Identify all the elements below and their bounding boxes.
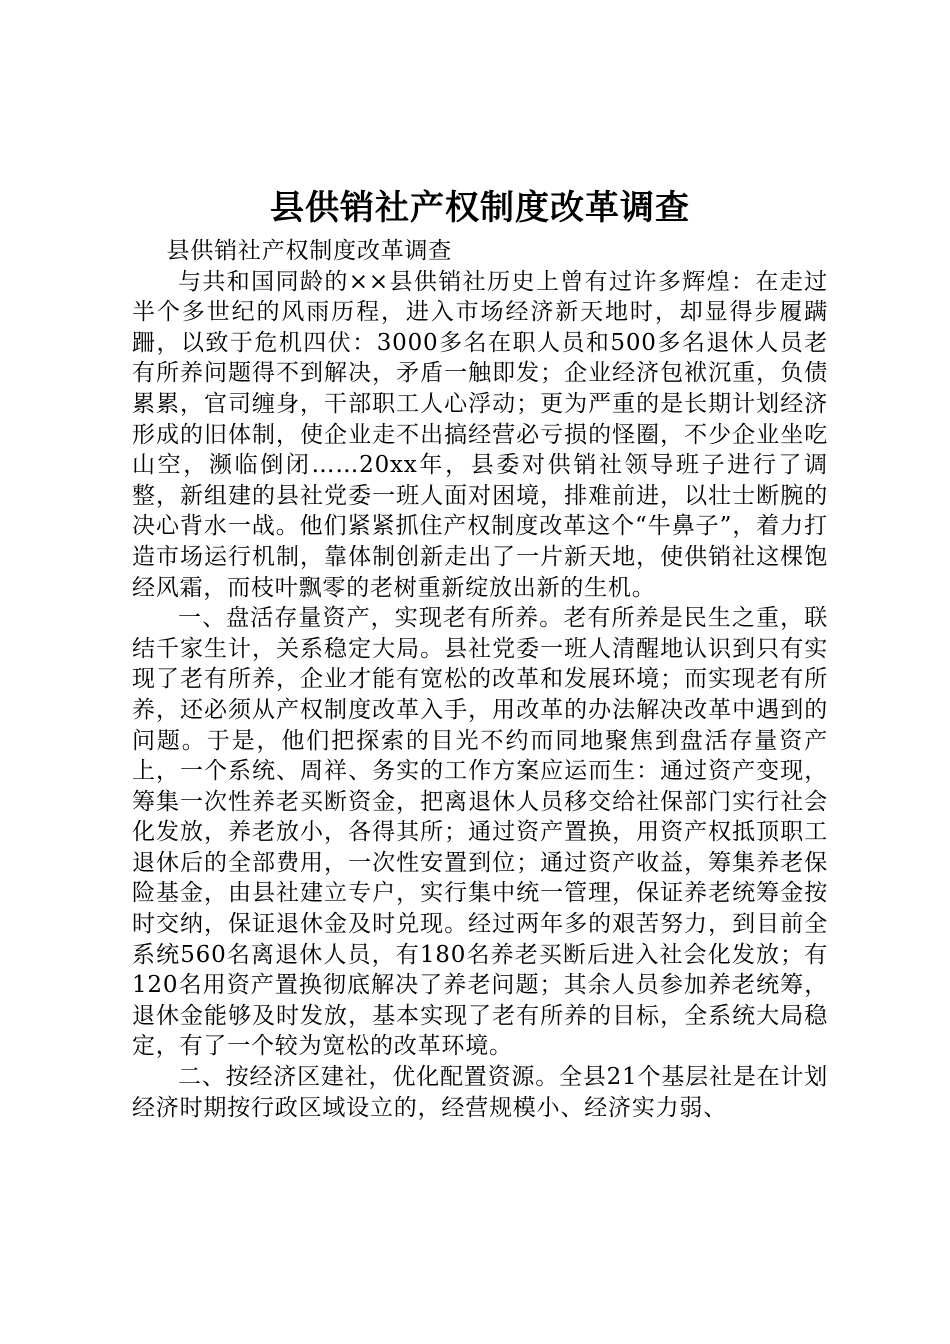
document-body <box>132 236 828 1123</box>
paragraph-section-2: 二、按经济区建社，优化配置资源。全县21个基层社是在计划经济时期按行政区域设立的，经营规模小、经济实力弱、 <box>132 1064 828 1121</box>
document-page <box>132 186 828 1123</box>
document-subtitle: 县供销社产权制度改革调查 <box>166 238 453 264</box>
document-title: 县供销社产权制度改革调查 <box>270 188 690 228</box>
paragraph-intro: 与共和国同龄的××县供销社历史上曾有过许多辉煌：在走过半个多世纪的风雨历程，进入市场经济新天地时，却显得步履蹒跚，以致于危机四伏：3000多名在职人员和500多名退休人员老有所养问题得不到解决，矛盾一触即发；企业经济包袱沉重，负债累累，官司缠身，干部职工人心浮动；更为严重的是长期计划经济形成的旧体制，使企业走不出搞经营必亏损的怪圈，不少企业坐吃山空，濒临倒闭……20xx年，县委对供销社领导班子进行了调整，新组建的县社党委一班人面对困境，排难前进，以壮士断腕的决心背水一战。他们紧紧抓住产权制度改革这个“牛鼻子”，着力打造市场运行机制，靠体制创新走出了一片新天地，使供销社这棵饱经风霜，而枝叶飘零的老树重新绽放出新的生机。 <box>132 268 828 601</box>
paragraph-section-1: 一、盘活存量资产，实现老有所养。老有所养是民生之重，联结千家生计，关系稳定大局。县社党委一班人清醒地认识到只有实现了老有所养，企业才能有宽松的改革和发展环境；而实现老有所养，还必须从产权制度改革入手，用改革的办法解决改革中遇到的问题。于是，他们把探索的目光不约而同地聚焦到盘活存量资产上，一个系统、周祥、务实的工作方案应运而生：通过资产变现，筹集一次性养老买断资金，把离退休人员移交给社保部门实行社会化发放，养老放小，各得其所；通过资产置换，用资产权抵顶职工退休后的全部费用，一次性安置到位；通过资产收益，筹集养老保险基金，由县社建立专户，实行集中统一管理，保证养老统筹金按时交纳，保证退休金及时兑现。经过两年多的艰苦努力，到目前全系统560名离退休人员，有180名养老买断后进入社会化发放；有120名用资产置换彻底解决了养老问题；其余人员参加养老统筹，退休金能够及时发放，基本实现了老有所养的目标，全系统大局稳定，有了一个较为宽松的改革环境。 <box>132 605 828 1060</box>
